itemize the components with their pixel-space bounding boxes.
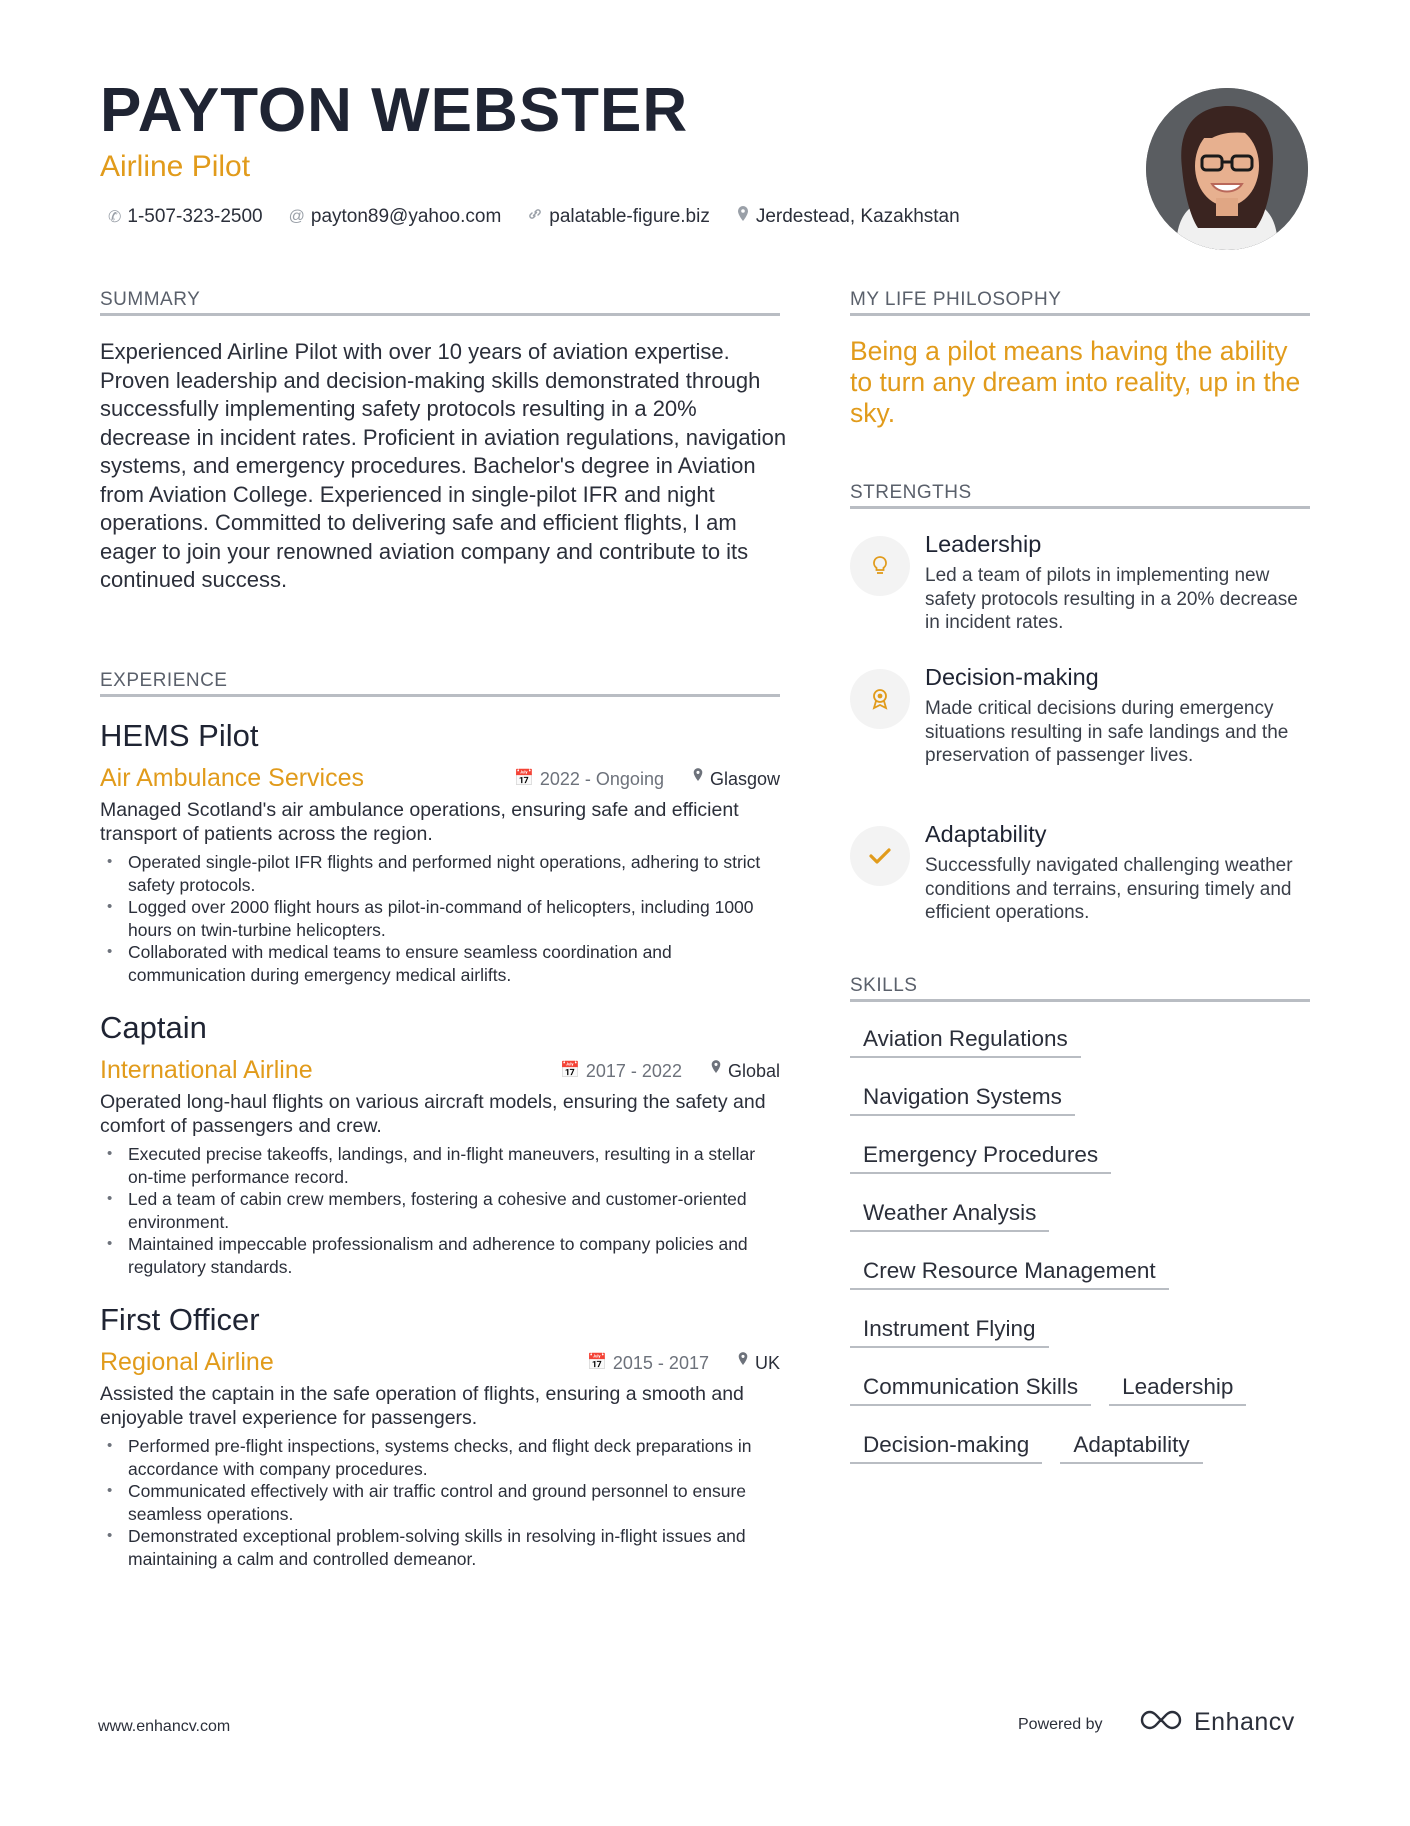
job-info-row	[100, 1055, 780, 1089]
philosophy-divider	[850, 313, 1310, 316]
job-meta	[560, 1059, 780, 1082]
skill-tag: Communication Skills	[850, 1370, 1091, 1406]
philosophy-heading: MY LIFE PHILOSOPHY	[850, 289, 1062, 310]
job-dates	[587, 1352, 709, 1374]
job-bullet: • Operated single-pilot IFR flights and performed night operations, adhering to strict safety protocols.	[100, 851, 780, 896]
summary-heading: SUMMARY	[100, 289, 201, 310]
job-location-text: Global	[727, 1060, 780, 1081]
job-bullet: • Led a team of cabin crew members, fostering a cohesive and customer-oriented environment.	[100, 1188, 780, 1233]
job-location	[710, 1059, 780, 1082]
contact-location	[736, 205, 960, 228]
job-dates-text: 2015 - 2017	[612, 1352, 709, 1373]
strength-title: Leadership	[925, 531, 1042, 557]
calendar-icon: 📅	[586, 1353, 607, 1371]
job-title: HEMS Pilot	[100, 718, 259, 753]
contact-phone-text: 1-507-323-2500	[127, 205, 263, 227]
strength-description: Successfully navigated challenging weather conditions and terrains, ensuring timely and efficient operations.	[925, 855, 1293, 923]
enhancv-brand-text: Enhancv	[1194, 1708, 1295, 1736]
skills-row	[850, 1138, 1310, 1196]
skill-tag: Aviation Regulations	[850, 1022, 1081, 1058]
experience-heading: EXPERIENCE	[100, 670, 228, 691]
enhancv-logo-icon	[1138, 1708, 1184, 1737]
skills-heading: SKILLS	[850, 975, 918, 996]
job-bullet: • Demonstrated exceptional problem-solving skills in resolving in-flight issues and maintaining a calm and controlled demeanor.	[100, 1525, 780, 1570]
job-description: Operated long-haul flights on various aircraft models, ensuring the safety and comfort of passengers and crew.	[100, 1091, 766, 1137]
job-info-row	[100, 1347, 780, 1381]
job-bullet: • Logged over 2000 flight hours as pilot-in-command of helicopters, including 1000 hours on twin-turbine helicopters.	[100, 896, 780, 941]
calendar-icon: 📅	[559, 1061, 580, 1079]
footer-powered-by: Powered by	[1018, 1716, 1103, 1733]
job-info-row	[100, 763, 780, 797]
lightbulb-icon	[850, 536, 910, 596]
job-dates-text: 2022 - Ongoing	[539, 768, 664, 789]
checkmark-icon	[850, 826, 910, 886]
strengths-heading: STRENGTHS	[850, 482, 972, 503]
skill-tag: Crew Resource Management	[850, 1254, 1169, 1290]
skills-row	[850, 1312, 1310, 1370]
skill-tag: Navigation Systems	[850, 1080, 1075, 1116]
philosophy-quote: Being a pilot means having the ability to turn any dream into reality, up in the sky.	[850, 336, 1301, 428]
experience-entry	[100, 720, 780, 986]
job-bullets	[100, 1435, 780, 1570]
job-location	[737, 1351, 780, 1374]
skills-divider	[850, 999, 1310, 1002]
job-bullet: • Collaborated with medical teams to ensure seamless coordination and communication during emergency medical airlifts.	[100, 941, 780, 986]
link-icon	[527, 206, 543, 227]
contact-location-text: Jerdestead, Kazakhstan	[755, 205, 960, 227]
job-title: First Officer	[100, 1302, 260, 1337]
skills-row	[850, 1370, 1310, 1428]
contact-phone[interactable]	[108, 206, 263, 228]
job-dates	[560, 1060, 682, 1082]
job-meta	[587, 1351, 780, 1374]
job-location-text: UK	[754, 1352, 780, 1373]
job-bullets	[100, 851, 780, 986]
strengths-divider	[850, 506, 1310, 509]
strength-description: Led a team of pilots in implementing new safety protocols resulting in a 20% decrease in incident rates.	[925, 565, 1298, 633]
skills-row	[850, 1022, 1310, 1080]
experience-entry	[100, 1304, 780, 1570]
skill-tag: Leadership	[1109, 1370, 1246, 1406]
job-bullets	[100, 1143, 780, 1278]
summary-divider	[100, 313, 780, 316]
footer-website[interactable]: www.enhancv.com	[98, 1718, 231, 1735]
job-description: Assisted the captain in the safe operation of flights, ensuring a smooth and enjoyable travel experience for passengers.	[100, 1383, 744, 1429]
strength-title: Adaptability	[925, 821, 1047, 847]
job-bullet: • Maintained impeccable professionalism and adherence to company policies and regulatory standards.	[100, 1233, 780, 1278]
contact-website-text: palatable-figure.biz	[549, 205, 710, 227]
job-bullet: • Performed pre-flight inspections, systems checks, and flight deck preparations in accordance with company procedures.	[100, 1435, 780, 1480]
contact-website[interactable]	[527, 206, 710, 228]
calendar-icon: 📅	[513, 769, 534, 787]
company-name: Regional Airline	[100, 1348, 274, 1376]
award-icon	[850, 669, 910, 729]
summary-text: Experienced Airline Pilot with over 10 years of aviation expertise. Proven leadership and decision-making skills demonstrated through successfully implementing safety protocols resulting in a 20% decrease in incident rates. Proficient in aviation regulations, navigation systems, and emergency procedures. Bachelor's degree in Aviation from Aviation College. Experienced in single-pilot IFR and night operations. Committed to delivering safe and efficient flights, I am eager to join your renowned aviation company and contribute to its continued success.	[100, 339, 787, 592]
contact-email[interactable]	[289, 206, 502, 228]
strength-title: Decision-making	[925, 664, 1099, 690]
job-meta	[514, 767, 780, 790]
at-icon: @	[288, 207, 305, 225]
experience-divider	[100, 694, 780, 697]
skill-tag: Weather Analysis	[850, 1196, 1049, 1232]
strength-description: Made critical decisions during emergency situations resulting in safe landings and the preservation of passenger lives.	[925, 698, 1289, 766]
job-bullet: • Communicated effectively with air traffic control and ground personnel to ensure seamless operations.	[100, 1480, 780, 1525]
location-icon	[736, 205, 750, 228]
candidate-role: Airline Pilot	[100, 150, 251, 183]
job-bullet: • Executed precise takeoffs, landings, and in-flight maneuvers, resulting in a stellar on-time performance record.	[100, 1143, 780, 1188]
skill-tag: Emergency Procedures	[850, 1138, 1111, 1174]
job-dates	[514, 768, 664, 790]
skills-row	[850, 1428, 1310, 1486]
contact-email-text: payton89@yahoo.com	[310, 205, 502, 227]
skills-row	[850, 1254, 1310, 1312]
job-location	[692, 767, 780, 790]
job-dates-text: 2017 - 2022	[585, 1060, 682, 1081]
job-location-text: Glasgow	[709, 768, 780, 789]
phone-icon: ✆	[108, 208, 122, 226]
company-name: Air Ambulance Services	[100, 764, 365, 792]
contact-bar	[108, 205, 986, 228]
skill-tag: Adaptability	[1060, 1428, 1202, 1464]
candidate-name: PAYTON WEBSTER	[100, 76, 689, 145]
location-icon	[710, 1059, 722, 1082]
experience-entry	[100, 1012, 780, 1278]
location-icon	[737, 1351, 749, 1374]
skills-row	[850, 1080, 1310, 1138]
skill-tag: Instrument Flying	[850, 1312, 1049, 1348]
skill-tag: Decision-making	[850, 1428, 1042, 1464]
enhancv-logo[interactable]	[1138, 1708, 1295, 1737]
location-icon	[692, 767, 704, 790]
skills-row	[850, 1196, 1310, 1254]
profile-photo	[1146, 88, 1308, 250]
job-title: Captain	[100, 1010, 207, 1045]
skills-list	[850, 1022, 1310, 1486]
job-description: Managed Scotland's air ambulance operations, ensuring safe and efficient transport of patients across the region.	[100, 799, 739, 845]
company-name: International Airline	[100, 1056, 313, 1084]
